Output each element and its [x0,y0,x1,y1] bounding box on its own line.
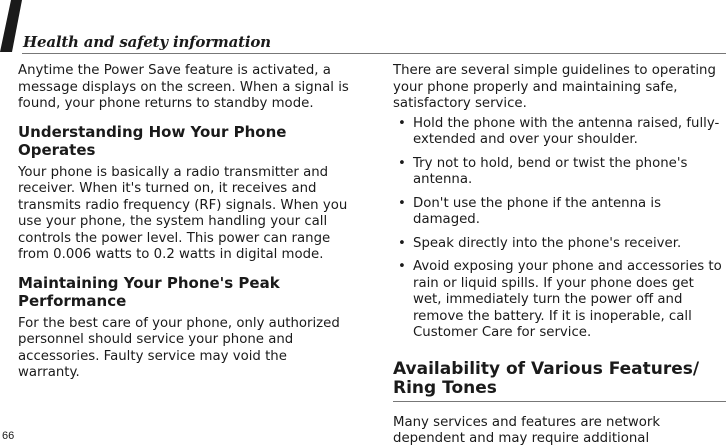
bullet-icon: • [398,155,406,171]
list-item [393,196,726,229]
bullet-icon: • [398,235,406,251]
section-heading-peak-performance: Maintaining Your Phone's Peak Performance [18,273,280,310]
list-item [393,156,726,189]
list-item [393,236,726,253]
list-item-text: Hold the phone with the antenna raised, fully-extended and over your shoulder. [413,115,720,147]
left-intro-paragraph: Anytime the Power Save feature is activated, a message displays on the screen. When a signal is found, your phone returns to standby mode. [18,63,349,111]
list-item [393,116,726,149]
header-title: Health and safety information [23,33,271,51]
header-accent-bar [0,0,22,52]
page-number: 66 [2,430,15,442]
list-item-text: Try not to hold, bend or twist the phone's antenna. [413,155,688,187]
list-item-text: Don't use the phone if the antenna is damaged. [413,195,662,227]
list-item [393,259,726,342]
bullet-icon: • [398,259,406,274]
guidelines-list [393,116,726,342]
section-heading-features-ring-tones: Availability of Various Features/ Ring Tones [393,358,700,398]
header-rule [22,53,726,54]
bullet-icon: • [398,195,406,211]
section-body-features-ring-tones: Many services and features are network dependent and may require additional [393,414,661,446]
section-body-peak-performance: For the best care of your phone, only authorized personnel should service your phone and accessories. Faulty service may void the warranty. [18,315,340,380]
list-item-text: Avoid exposing your phone and accessories to rain or liquid spills. If your phone does get wet, immediately turn the power off and remove the battery. If it is inoperable, call Customer Care for service. [413,259,722,340]
right-column [393,63,726,448]
section-heading-phone-operates: Understanding How Your Phone Operates [18,122,287,159]
left-column [18,63,352,382]
section-rule [393,401,726,402]
bullet-icon: • [398,115,406,131]
list-item-text: Speak directly into the phone's receiver. [413,235,682,251]
page-header [0,0,726,60]
section-body-phone-operates: Your phone is basically a radio transmitter and receiver. When it's turned on, it receives and transmits radio frequency (RF) signals. When you use your phone, the system handling your call controls the power level. This power can range from 0.006 watts to 0.2 watts in digital mode. [18,164,348,262]
right-intro-paragraph: There are several simple guidelines to operating your phone properly and maintaining safe, satisfactory service. [393,63,716,111]
